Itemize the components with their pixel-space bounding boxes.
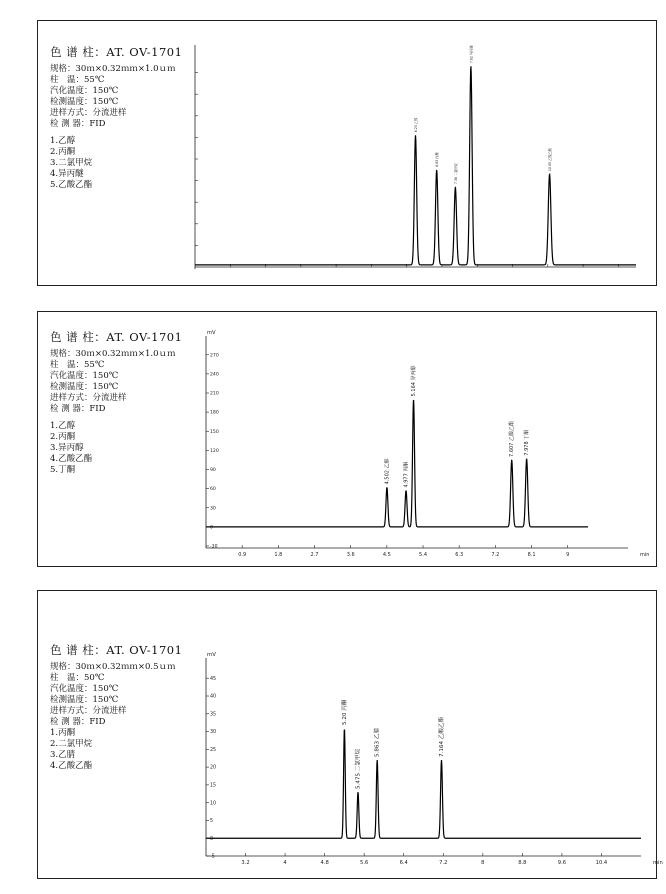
x-tick-label: 4.8 (320, 860, 329, 866)
peak-label: 6.85 丙酮 (435, 152, 440, 167)
y-tick-label: 35 (210, 712, 217, 718)
x-tick-label: 4 (283, 860, 287, 866)
component-item: 4.乙酸乙酯 (50, 761, 93, 771)
x-tick-label: 7.2 (439, 860, 448, 866)
x-axis-label: min (653, 860, 663, 866)
y-tick-label: -30 (210, 544, 218, 550)
y-tick-label: 5 (210, 819, 214, 825)
y-tick-label: 30 (210, 506, 216, 512)
y-tick-label: 25 (210, 747, 217, 753)
component-item: 1.乙醇 (50, 421, 76, 431)
spec-line: 规格：30ｍ×0.32ｍｍ×1.0ｕｍ (50, 64, 176, 74)
spec-line: 规格：30ｍ×0.32ｍｍ×0.5ｕｍ (50, 662, 176, 672)
x-tick-label: 6.3 (455, 552, 464, 558)
spec-line: 进样方式：分流进样 (50, 393, 127, 403)
component-item: 3.二氯甲烷 (50, 158, 93, 168)
peak-label: 7.978 丁酮 (524, 429, 531, 456)
chromatogram-trace (195, 66, 636, 265)
chromatogram-plot-2 (38, 312, 658, 568)
component-item: 2.二氯甲烷 (50, 739, 93, 749)
component-item: 1.乙醇 (50, 136, 76, 146)
y-tick-label: 210 (210, 391, 219, 397)
spec-line: 检 测 器：FID (50, 717, 106, 727)
y-tick-label: -5 (210, 854, 215, 860)
y-tick-label: 0 (210, 525, 213, 531)
peak-label: 7.38 二氯甲烷 (453, 163, 458, 185)
component-item: 3.异丙醇 (50, 443, 84, 453)
component-item: 5.丁酮 (50, 465, 76, 475)
y-tick-label: 90 (210, 468, 216, 474)
y-tick-label: 15 (210, 783, 217, 789)
x-tick-label: 7.2 (491, 552, 500, 558)
y-tick-label: 40 (210, 694, 217, 700)
x-tick-label: 8.1 (527, 552, 536, 558)
component-item: 4.乙酸乙酯 (50, 454, 93, 464)
y-tick-label: 20 (210, 765, 217, 771)
y-tick-label: 0 (210, 836, 214, 842)
peak-label: 4.502 乙醇 (384, 458, 391, 485)
x-axis-label: min (640, 552, 650, 558)
chromatogram-panel-1 (37, 20, 657, 286)
spec-line: 检测温度：150℃ (50, 382, 119, 392)
component-item: 5.乙酸乙酯 (50, 180, 93, 190)
y-tick-label: 150 (210, 429, 219, 435)
chromatogram-plot-1 (38, 21, 658, 287)
peak-label: 5.20 丙酮 (341, 699, 348, 725)
spec-line: 检测温度：150℃ (50, 695, 119, 705)
x-tick-label: 9.6 (557, 860, 567, 866)
y-tick-label: 45 (210, 676, 217, 682)
y-tick-label: 240 (210, 372, 219, 378)
column-title: 色 谱 柱：AT. OV-1701 (50, 330, 183, 344)
x-tick-label: 0.9 (238, 552, 247, 558)
column-title: 色 谱 柱：AT. OV-1701 (50, 45, 183, 59)
x-tick-label: 3.6 (346, 552, 355, 558)
y-axis-label: mV (207, 652, 216, 658)
component-item: 2.丙酮 (50, 147, 76, 157)
chromatogram-panel-2 (37, 311, 657, 567)
peak-label: 6.25 乙醇 (414, 117, 418, 133)
peak-label: 5.475 二氯甲烷 (355, 748, 362, 789)
x-tick-label: 5.6 (360, 860, 369, 866)
y-axis-label: mV (207, 330, 216, 336)
x-tick-label: 1.8 (274, 552, 283, 558)
component-item: 2.丙酮 (50, 432, 76, 442)
spec-line: 汽化温度：150℃ (50, 86, 119, 96)
spec-line: 规格：30ｍ×0.32ｍｍ×1.0ｕｍ (50, 349, 176, 359)
peak-label: 5.164 异丙醇 (411, 365, 418, 397)
y-tick-label: 30 (210, 730, 217, 736)
spec-line: 汽化温度：150℃ (50, 371, 119, 381)
spec-line: 柱 温：55℃ (50, 75, 105, 85)
spec-line: 汽化温度：150℃ (50, 684, 119, 694)
spec-line: 柱 温：50℃ (50, 673, 105, 683)
y-tick-label: 60 (210, 487, 216, 493)
x-tick-label: 10.4 (595, 860, 608, 866)
x-tick-label: 6.4 (399, 860, 408, 866)
chromatogram-trace (206, 730, 641, 839)
component-item: 4.异丙醚 (50, 169, 84, 179)
chromatogram-trace (206, 400, 588, 527)
component-item: 1.丙酮 (50, 728, 76, 738)
spec-line: 柱 温：55℃ (50, 360, 105, 370)
x-tick-label: 5.4 (419, 552, 428, 558)
component-item: 3.乙腈 (50, 750, 76, 760)
spec-line: 检 测 器：FID (50, 119, 106, 129)
column-title: 色 谱 柱：AT. OV-1701 (50, 643, 183, 657)
peak-label: 7.164 乙酸乙酯 (438, 716, 445, 757)
y-tick-label: 180 (210, 410, 219, 416)
spec-line: 检 测 器：FID (50, 404, 106, 414)
spec-line: 检测温度：150℃ (50, 97, 119, 107)
spec-line: 进样方式：分流进样 (50, 108, 127, 118)
x-tick-label: 9 (566, 552, 570, 558)
chromatogram-plot-3 (38, 591, 663, 880)
x-tick-label: 2.7 (310, 552, 319, 558)
x-tick-label: 3.2 (241, 860, 250, 866)
y-tick-label: 120 (210, 448, 219, 454)
x-tick-label: 8.8 (518, 860, 527, 866)
spec-line: 进样方式：分流进样 (50, 706, 127, 716)
peak-label: 10.05 乙酸乙酯 (548, 148, 553, 172)
peak-label: 5.863 乙腈 (374, 728, 381, 757)
y-tick-label: 10 (210, 801, 217, 807)
peak-label: 7.82 异丙醚 (469, 45, 474, 64)
y-tick-label: 270 (210, 353, 219, 359)
peak-label: 4.977 丙酮 (403, 461, 410, 488)
peak-label: 7.607 乙酸乙酯 (509, 421, 516, 457)
chromatogram-panel-3 (37, 590, 663, 879)
x-tick-label: 8 (481, 860, 485, 866)
x-tick-label: 4.5 (382, 552, 391, 558)
